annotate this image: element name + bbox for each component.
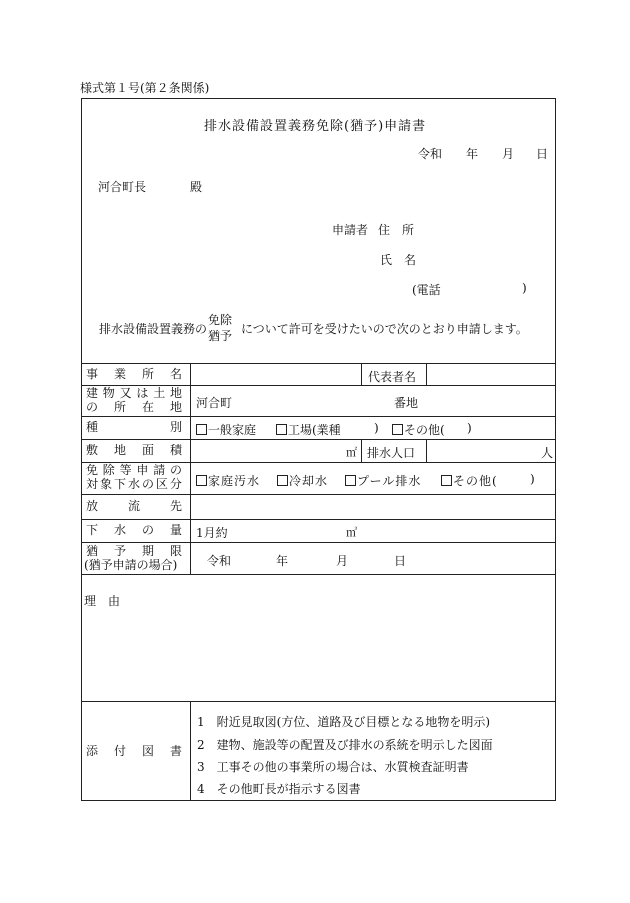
deferral-month: 月	[336, 554, 349, 568]
label-sewage-line2: 対 象 下 水 の 区 分	[86, 477, 182, 491]
label-site-area: 敷 地 面 積	[86, 443, 182, 457]
statement-prefix: 排水設備設置義務の	[99, 322, 208, 336]
statement-option-exemption: 免除	[208, 313, 233, 327]
location-banchi: 番地	[394, 396, 419, 410]
location-town: 河合町	[196, 396, 233, 410]
applicant-address-label: 住 所	[378, 223, 415, 237]
addressee-name: 河合町長	[98, 180, 147, 194]
type-option-factory[interactable]: 工場(業種	[276, 421, 341, 438]
type-option-household[interactable]: 一般家庭	[196, 421, 256, 438]
label-location-line2: の 所 在 地	[86, 400, 182, 414]
column-divider	[190, 701, 191, 801]
sewage-option-cooling[interactable]: 冷却水	[277, 472, 328, 489]
date-day: 日	[536, 147, 549, 161]
volume-prefix: 1月約	[196, 526, 228, 540]
checkbox[interactable]	[196, 424, 207, 435]
area-unit: ㎡	[346, 446, 357, 459]
attachment-item: 2 建物、施設等の配置及び排水の系統を明示した図面	[197, 738, 493, 752]
form-title: 排水設備設置義務免除(猶予)申請書	[204, 119, 427, 134]
column-divider	[361, 363, 362, 385]
sewage-option-household[interactable]: 家庭汚水	[196, 472, 260, 489]
checkbox[interactable]	[276, 424, 287, 435]
attachment-item: 1 附近見取図(方位、道路及び目標となる地物を明示)	[197, 715, 491, 729]
applicant-label: 申請者	[332, 223, 369, 237]
row-divider	[81, 542, 556, 543]
population-unit: 人	[541, 446, 554, 460]
date-year: 年	[466, 147, 479, 161]
form-number: 様式第１号(第２条関係)	[80, 81, 210, 95]
applicant-name-label: 氏 名	[380, 253, 417, 267]
type-other-close: )	[467, 421, 472, 435]
row-divider	[81, 416, 556, 417]
label-representative: 代表者名	[368, 370, 417, 384]
date-era: 令和	[418, 147, 443, 161]
label-business-name: 事 業 所 名	[86, 367, 182, 381]
statement-option-deferral: 猶予	[208, 329, 233, 343]
date-month: 月	[502, 147, 515, 161]
label-reason: 理 由	[84, 594, 121, 608]
row-divider	[81, 494, 556, 495]
attachment-item: 3 工事その他の事業所の場合は、水質検査証明書	[197, 760, 469, 774]
statement-suffix: について許可を受けたいので次のとおり申請します。	[241, 322, 528, 336]
applicant-phone-close: )	[522, 281, 527, 295]
label-sewage-volume: 下 水 の 量	[86, 523, 182, 537]
label-location-line1: 建 物 又 は 土 地	[86, 386, 182, 400]
label-type: 種 別	[86, 420, 182, 434]
label-outflow: 放 流 先	[86, 499, 182, 513]
attachment-item: 4 その他町長が指示する図書	[197, 782, 361, 796]
addressee-honorific: 殿	[190, 180, 203, 194]
sewage-other-close: )	[530, 472, 535, 486]
label-drainage-population: 排水人口	[367, 446, 416, 460]
checkbox[interactable]	[196, 475, 207, 486]
row-divider	[81, 439, 556, 440]
column-divider	[426, 363, 427, 385]
label-attachments: 添 付 図 書	[86, 744, 182, 758]
label-sewage-line1: 免 除 等 申 請 の	[86, 463, 182, 477]
checkbox[interactable]	[392, 424, 403, 435]
volume-unit: ㎥	[346, 526, 357, 539]
column-divider	[190, 363, 191, 574]
type-option-other[interactable]: その他(	[392, 421, 445, 438]
label-deferral-line2: (猶予申請の場合)	[84, 558, 178, 572]
type-factory-close: )	[374, 421, 379, 435]
sewage-option-pool[interactable]: プール排水	[345, 472, 421, 489]
deferral-day: 日	[394, 554, 407, 568]
row-divider	[81, 363, 556, 364]
label-deferral-line1: 猶 予 期 限	[86, 544, 182, 558]
applicant-phone-label: (電話	[412, 283, 441, 297]
row-divider	[81, 519, 556, 520]
column-divider	[361, 439, 362, 462]
column-divider	[426, 439, 427, 462]
row-divider	[81, 574, 556, 575]
checkbox[interactable]	[441, 475, 452, 486]
checkbox[interactable]	[277, 475, 288, 486]
deferral-year: 年	[276, 554, 289, 568]
checkbox[interactable]	[345, 475, 356, 486]
sewage-option-other[interactable]: その他(	[441, 472, 498, 489]
row-divider	[81, 701, 556, 702]
deferral-era: 令和	[207, 554, 232, 568]
